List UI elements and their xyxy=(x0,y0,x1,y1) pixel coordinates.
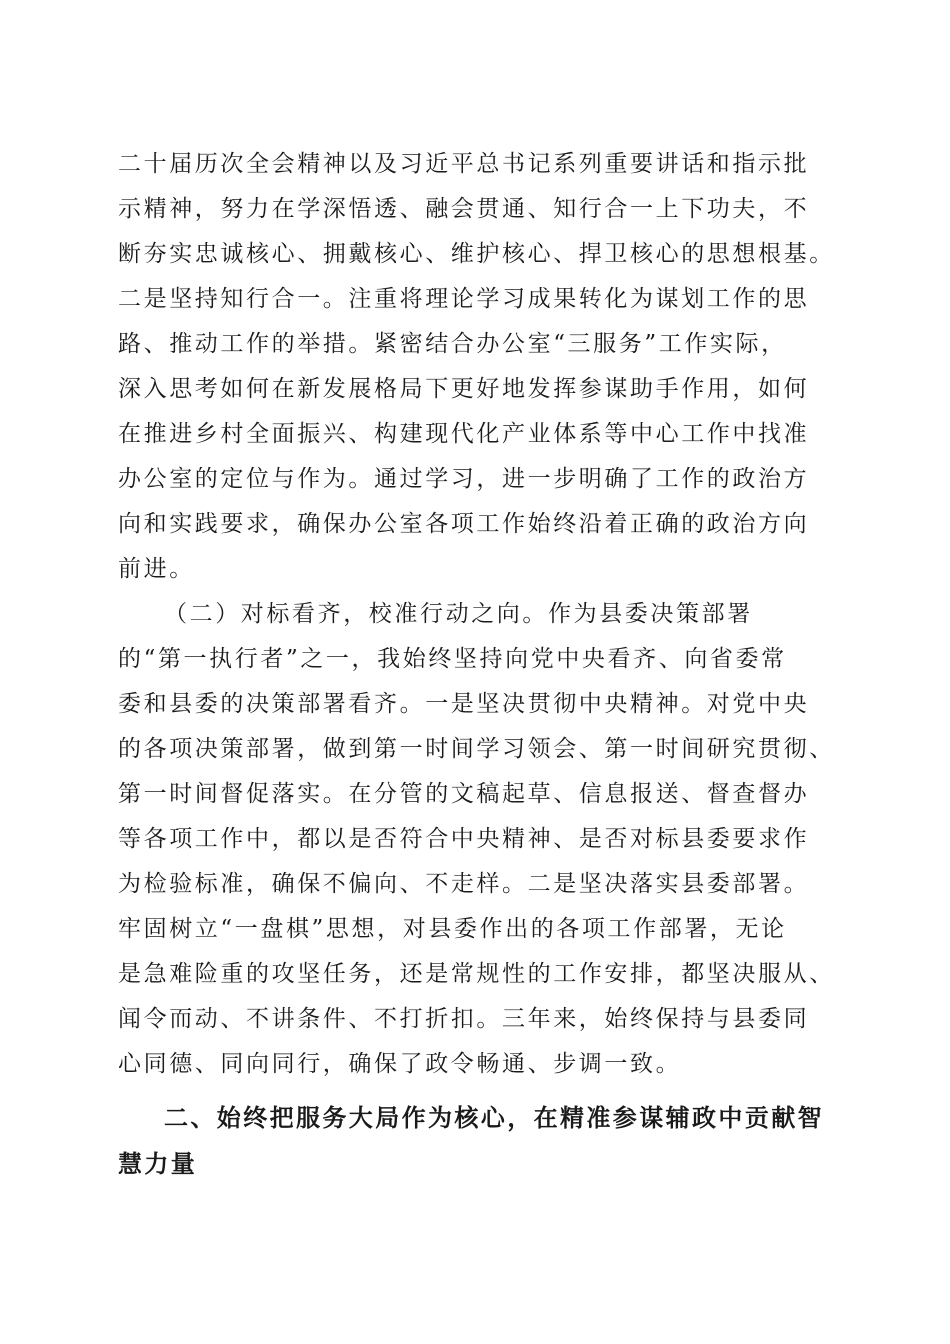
text-line: 路、推动工作的举措。紧密结合办公室“三服务”工作实际， xyxy=(118,331,787,357)
text-line: 断夯实忠诚核心、拥戴核心、维护核心、捍卫核心的思想根基。 xyxy=(118,241,835,267)
heading-line: 慧力量 xyxy=(118,1150,198,1178)
text-line: 在推进乡村全面振兴、构建现代化产业体系等中心工作中找准 xyxy=(118,421,810,447)
paragraph-subsection-2 xyxy=(118,592,835,1087)
heading-line: 二、始终把服务大局作为核心，在精准参谋辅政中贡献智 xyxy=(164,1104,824,1132)
text-line: 示精神，努力在学深悟透、融会贯通、知行合一上下功夫，不 xyxy=(118,196,810,222)
section-heading xyxy=(118,1095,830,1187)
text-line: 向和实践要求，确保办公室各项工作始终沿着正确的政治方向 xyxy=(118,511,810,537)
text-line: 前进。 xyxy=(118,556,195,582)
text-line: 二是坚持知行合一。注重将理论学习成果转化为谋划工作的思 xyxy=(118,286,810,312)
text-line: 委和县委的决策部署看齐。一是坚决贯彻中央精神。对党中央 xyxy=(118,691,810,717)
text-line: 的“第一执行者”之一，我始终坚持向党中央看齐、向省委常 xyxy=(118,646,787,672)
text-line: 第一时间督促落实。在分管的文稿起草、信息报送、督查督办 xyxy=(118,781,810,807)
text-line: 为检验标准，确保不偏向、不走样。二是坚决落实县委部署。 xyxy=(118,871,810,897)
text-line: 办公室的定位与作为。通过学习，进一步明确了工作的政治方 xyxy=(118,466,810,492)
text-line: 牢固树立“一盘棋”思想，对县委作出的各项工作部署，无论 xyxy=(118,916,787,942)
text-line: （二）对标看齐，校准行动之向。作为县委决策部署 xyxy=(164,601,753,627)
text-line: 深入思考如何在新发展格局下更好地发挥参谋助手作用，如何 xyxy=(118,376,810,402)
paragraph-continued xyxy=(118,142,835,592)
text-line: 是急难险重的攻坚任务，还是常规性的工作安排，都坚决服从、 xyxy=(118,961,835,987)
document-body xyxy=(118,142,835,1187)
text-line: 等各项工作中，都以是否符合中央精神、是否对标县委要求作 xyxy=(118,826,810,852)
text-line: 二十届历次全会精神以及习近平总书记系列重要讲话和指示批 xyxy=(118,151,810,177)
text-line: 心同德、同向同行，确保了政令畅通、步调一致。 xyxy=(118,1051,682,1077)
text-line: 闻令而动、不讲条件、不打折扣。三年来，始终保持与县委同 xyxy=(118,1006,810,1032)
text-line: 的各项决策部署，做到第一时间学习领会、第一时间研究贯彻、 xyxy=(118,736,835,762)
